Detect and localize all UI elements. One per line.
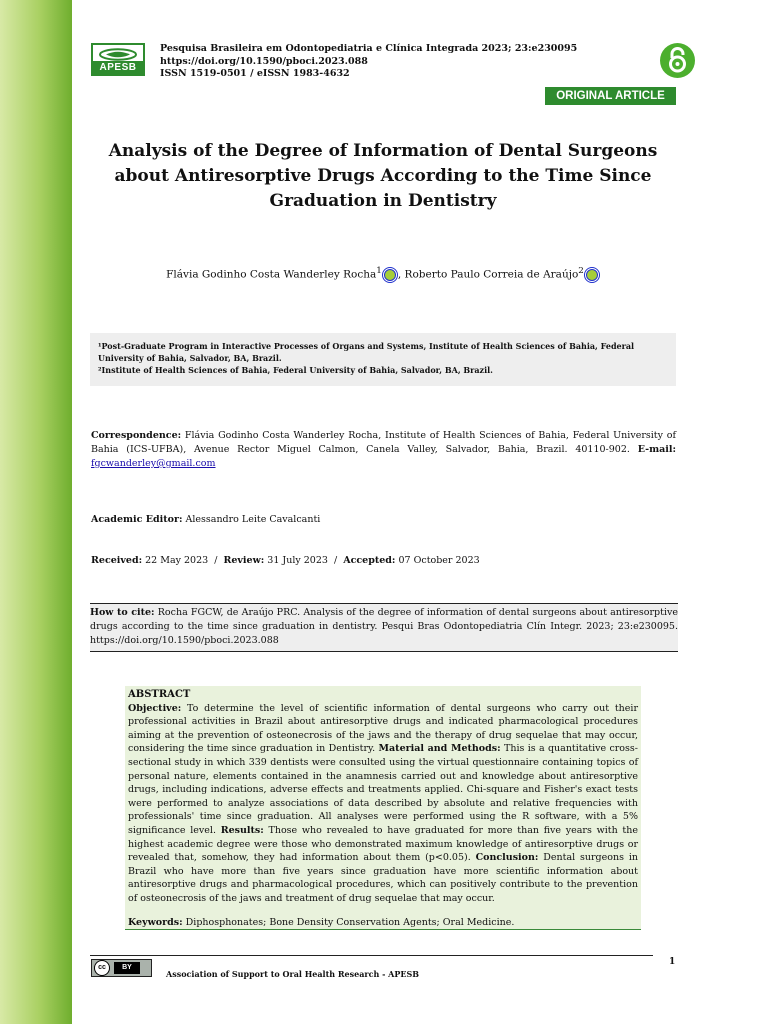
logo-text: APESB xyxy=(93,61,143,74)
dates-line xyxy=(91,555,480,566)
methods-text: This is a quantitative cross-sectional study in which 339 dentists were consulted using the virtual questionnaire containing topics of personal nature, elements contained in the anamnesis carried out and knowledge about antiresorptive drugs, including indications, adverse effects and treatments applied. Chi-square and Fisher's exact tests were performed to analyze associations of data described by absolute and relative frequencies with professionals' time since graduation. All analyses were performed using the R software, with a 5% significance level. xyxy=(128,743,638,836)
journal-name: Pesquisa Brasileira em Odontopediatria e Clínica Integrada 2023; 23:e230095 xyxy=(160,43,578,54)
journal-header xyxy=(160,43,577,81)
green-sidebar xyxy=(0,0,72,1024)
affiliations-box xyxy=(90,333,676,386)
footer-association: Association of Support to Oral Health Research - APESB xyxy=(166,969,420,979)
issn: ISSN 1519-0501 / eISSN 1983-4632 xyxy=(160,68,350,79)
affiliation-1: ¹Post-Graduate Program in Interactive Processes of Organs and Systems, Institute of Health Sciences of Bahia, Federal University of Bahia, Salvador, BA, Brazil. xyxy=(98,341,635,363)
doi-link[interactable]: https://doi.org/10.1590/pboci.2023.088 xyxy=(160,55,368,67)
received-date: 22 May 2023 xyxy=(142,555,209,566)
original-article-badge: ORIGINAL ARTICLE xyxy=(545,87,676,105)
author-separator: , xyxy=(397,268,405,281)
conclusion-text: Dental surgeons in Brazil who have more than five years since graduation have more scientific information about antiresorptive drugs and pharmacological procedures, which can positively contribute to the prevention of osteonecrosis of the jaws and treatment of drug sequelae that may occur. xyxy=(128,852,638,904)
abstract-box xyxy=(125,686,641,930)
correspondence-label: Correspondence: xyxy=(91,430,182,441)
open-access-icon xyxy=(660,43,695,78)
abstract-heading: ABSTRACT xyxy=(128,689,191,700)
author-2-sup: 2 xyxy=(578,266,584,276)
footer-divider xyxy=(90,955,653,956)
correspondence xyxy=(91,429,676,471)
accepted-label: Accepted: xyxy=(343,555,396,566)
email-link[interactable]: fgcwanderley@gmail.com xyxy=(91,458,216,469)
keywords-label: Keywords: xyxy=(128,916,183,928)
page-number: 1 xyxy=(669,957,676,967)
results-label: Results: xyxy=(220,824,264,836)
keywords xyxy=(128,916,638,930)
apesb-logo xyxy=(91,43,145,76)
review-date: 31 July 2023 xyxy=(264,555,328,566)
affiliation-2: ²Institute of Health Sciences of Bahia, Federal University of Bahia, Salvador, BA, Brazil. xyxy=(98,365,493,375)
review-label: Review: xyxy=(223,555,265,566)
dates-separator: / xyxy=(327,555,344,566)
received-label: Received: xyxy=(91,555,143,566)
editor-name: Alessandro Leite Cavalcanti xyxy=(182,514,321,525)
author-1-sup: 1 xyxy=(376,266,382,276)
conclusion-label: Conclusion: xyxy=(475,852,539,864)
cite-text: Rocha FGCW, de Araújo PRC. Analysis of the degree of information of dental surgeons about antiresorptive drugs according to the time since graduation in dentistry. Pesqui Bras Odontopediatria Clín Integr. 2023; 23:e230095. https://doi.org/10.1590/pboci.2023.088 xyxy=(90,607,678,646)
editor-label: Academic Editor: xyxy=(91,514,183,525)
keywords-text: Diphosphonates; Bone Density Conservation Agents; Oral Medicine. xyxy=(182,916,515,928)
cite-label: How to cite: xyxy=(90,607,155,618)
by-icon: BY xyxy=(114,962,140,974)
dates-separator: / xyxy=(208,555,224,566)
author-1: Flávia Godinho Costa Wanderley Rocha xyxy=(166,268,377,281)
how-to-cite xyxy=(90,603,678,652)
academic-editor xyxy=(91,514,320,525)
correspondence-text: Flávia Godinho Costa Wanderley Rocha, Institute of Health Sciences of Bahia, Federal University of Bahia (ICS-UFBA), Avenue Rector Miguel Calmon, Canela Valley, Salvador, Bahia, Brazil. 40110-902. xyxy=(91,430,676,455)
methods-label: Material and Methods: xyxy=(378,743,501,755)
email-label: E-mail: xyxy=(637,444,676,455)
objective-label: Objective: xyxy=(128,702,182,714)
abstract-body xyxy=(128,702,638,906)
cc-by-license-badge[interactable] xyxy=(91,959,152,977)
orcid-icon[interactable] xyxy=(586,269,598,281)
objective-text: To determine the level of scientific information of dental surgeons who carry out their professional activities in Brazil about antiresorptive drugs and indicated pharmacological procedures aiming at the prevention of osteonecrosis of the jaws and the therapy of drug sequelae that may occur, considering the time since graduation in Dentistry. xyxy=(128,702,638,755)
article-title: Analysis of the Degree of Information of Dental Surgeons about Antiresorptive Drugs According to the Time Since Graduation in Dentistry xyxy=(108,141,658,211)
orcid-icon[interactable] xyxy=(384,269,396,281)
logo-emblem xyxy=(95,47,141,62)
cc-icon: cc xyxy=(94,960,110,976)
authors-line xyxy=(90,266,676,281)
results-text: Those who revealed to have graduated for more than five years with the highest academic degree were those who demonstrated maximum knowledge of antiresorptive drugs or revealed that, somehow, they had information about them (p<0.05). xyxy=(128,824,638,864)
author-2: Roberto Paulo Correia de Araújo xyxy=(404,268,579,281)
accepted-date: 07 October 2023 xyxy=(395,555,480,566)
